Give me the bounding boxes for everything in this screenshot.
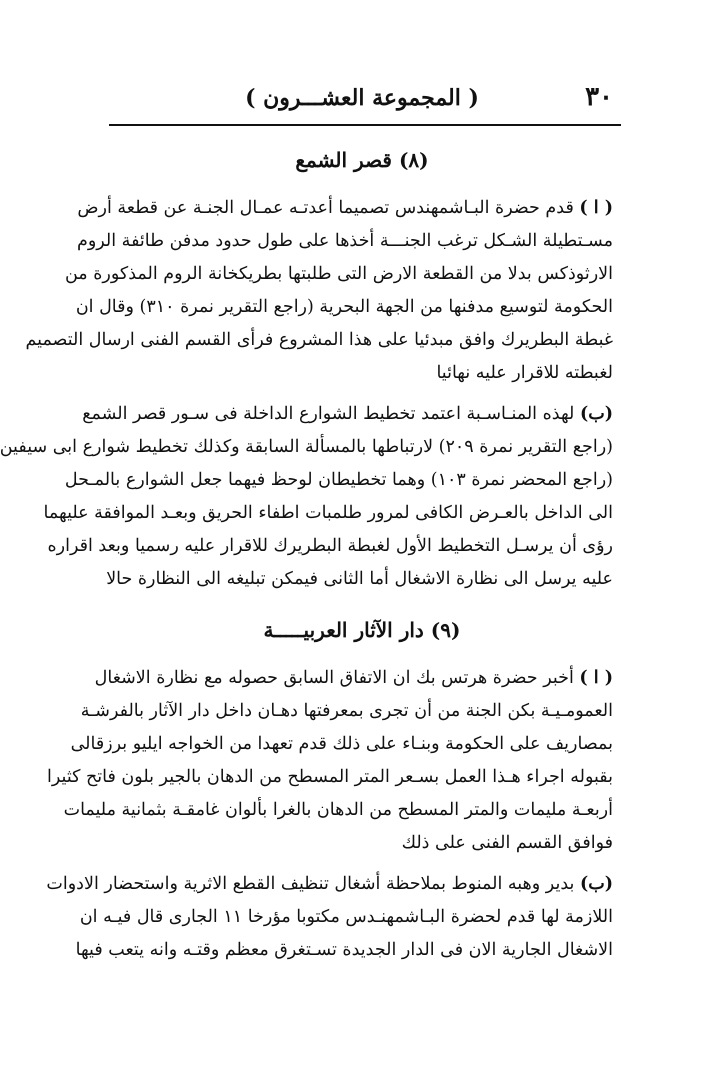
text-line: أربعـة مليمات والمتر المسطح من الدهان بالغرا بألوان غامقـة بثمانية مليمات — [63, 800, 613, 820]
text-line — [94, 662, 613, 695]
text-line: لغبطته للاقرار عليه نهائيا — [436, 363, 613, 383]
text-line: رؤى أن يرسـل التخطيط الأول لغبطة البطريرك للاقرار عليه رسميا وبعد اقراره — [47, 536, 613, 556]
text-line: الى الداخل بالعـرض الكافى لمرور طلمبات اطفاء الحريق وبعـد الموافقة عليهما — [43, 503, 613, 523]
text-line: (راجع المحضر نمرة ١٠٣) وهما تخطيطان لوحظ فيهما جعل الشوارع بالمـحل — [64, 470, 613, 490]
text-line — [77, 192, 613, 225]
paragraph — [25, 192, 613, 390]
text-line: الارثوذكس بدلا من القطعة الارض التى طلبتها بطريكخانة الروم المذكورة من — [64, 264, 613, 284]
paragraph-marker: ( ا ) — [579, 198, 613, 218]
paragraph — [47, 662, 613, 860]
text-line-content: لهذه المنـاسـبة اعتمد تخطيط الشوارع الداخلة فى سـور قصر الشمع — [82, 404, 575, 424]
paragraph-marker: (ب) — [579, 404, 613, 424]
paragraph — [46, 868, 613, 967]
text-line-content: قدم حضرة البـاشمهندس تصميما أعدتـه عمـال الجنـة عن قطعة أرض — [77, 198, 574, 218]
paragraph-marker: ( ا ) — [579, 668, 613, 688]
paragraph — [0, 398, 613, 596]
text-line: مسـتطيلة الشـكل ترغب الجنـــة أخذها على طول حدود مدفن طائفة الروم — [76, 231, 613, 251]
section-heading: (٨) قصر الشمع — [295, 148, 429, 172]
page-number: ٣٠ — [585, 82, 613, 112]
text-line-content: أخبر حضرة هرتس بك ان الاتفاق السابق حصوله مع نظارة الاشغال — [94, 668, 574, 688]
header-rule — [109, 124, 621, 126]
running-head — [111, 78, 613, 118]
text-line — [46, 868, 613, 901]
text-line: غبطة البطريرك وافق مبدئيا على هذا المشروع فرأى القسم الفنى ارسال التصميم — [25, 330, 613, 350]
text-line — [82, 398, 613, 431]
text-line: (راجع التقرير نمرة ٢٠٩) لارتباطها بالمسألة السابقة وكذلك تخطيط شوارع ابى سيفين — [0, 437, 613, 457]
text-line: الحكومة لتوسيع مدفنها من الجهة البحرية (راجع التقرير نمرة ٣١٠) وقال ان — [75, 297, 613, 317]
text-line: بمصاريف على الحكومة وبنـاء على ذلك قدم تعهدا من الخواجه ايليو برزقالى — [70, 734, 613, 754]
text-line: فوافق القسم الفنى على ذلك — [401, 833, 613, 853]
text-line: عليه يرسل الى نظارة الاشغال أما الثانى فيمكن تبليغه الى النظارة حالا — [106, 569, 613, 589]
text-line: اللازمة لها قدم لحضرة البـاشمهنـدس مكتوبا مؤرخا ١١ الجارى قال فيـه ان — [79, 907, 613, 927]
book-title: ( المجموعة العشـــرون ) — [245, 85, 479, 111]
paragraph-marker: (ب) — [579, 874, 613, 894]
text-line: الاشغال الجارية الان فى الدار الجديدة تسـتغرق معظم وقتـه وانه يتعب فيها — [75, 940, 613, 960]
section-gap — [111, 604, 613, 614]
text-line-content: بدير وهبه المنوط بملاحظة أشغال تنظيف القطع الاثرية واستحضار الادوات — [46, 874, 575, 894]
text-line: العمومـيـة بكن الجنة من أن تجرى بمعرفتها دهـان داخل دار الآثار بالفرشـة — [80, 701, 613, 721]
text-line: بقبوله اجراء هـذا العمل بسـعر المتر المسطح من الدهان بالجير بلون فاتح كثيرا — [47, 767, 613, 787]
section-heading: (٩) دار الآثار العربيـــــة — [263, 618, 461, 642]
